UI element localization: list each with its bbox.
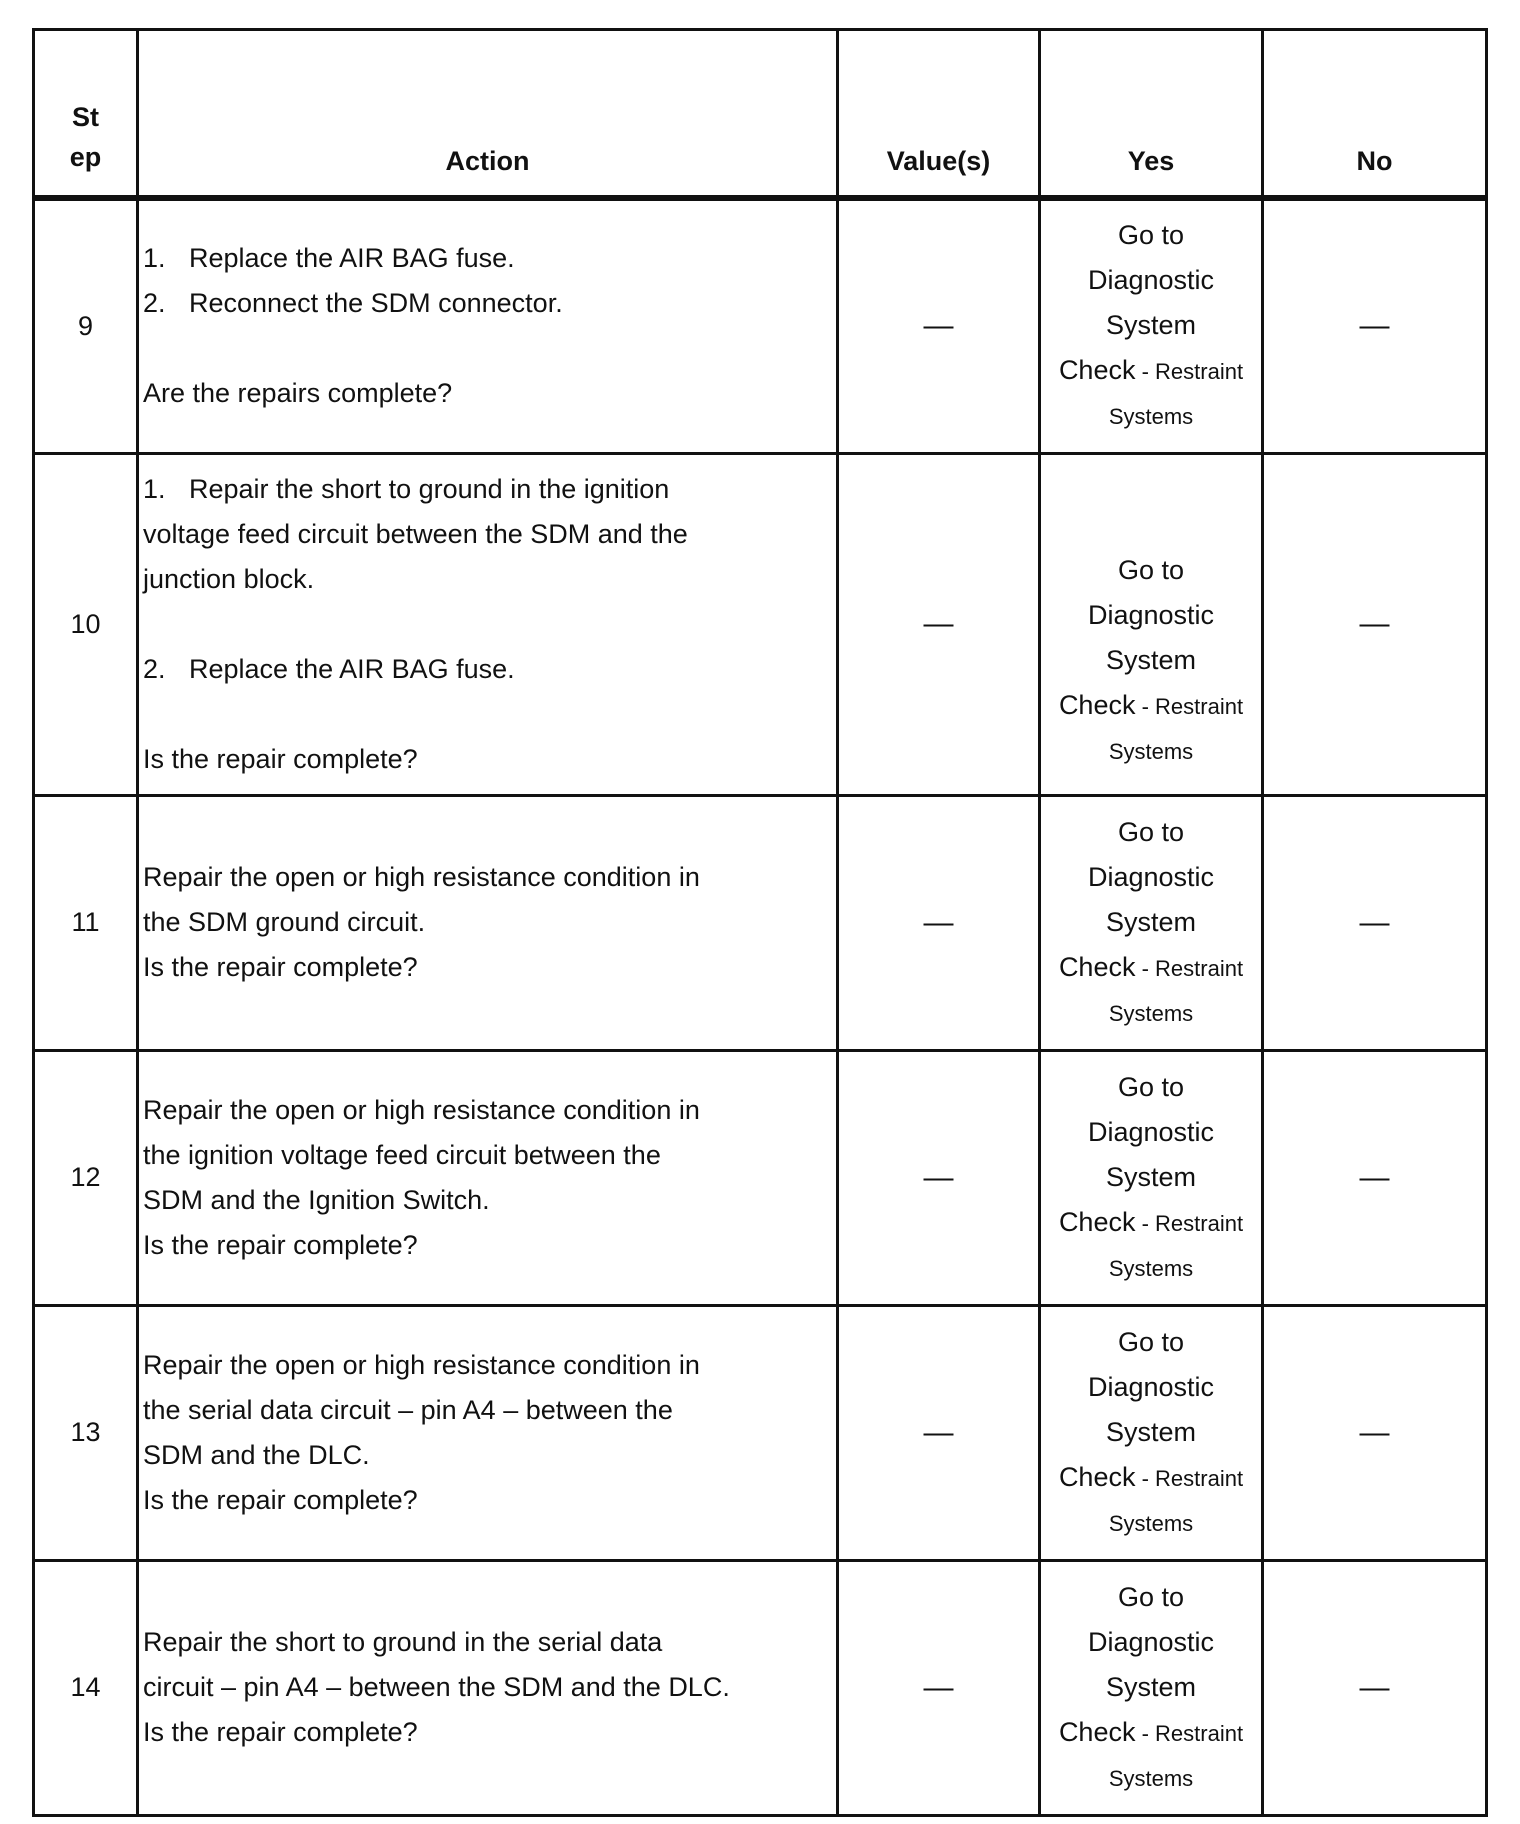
header-step: St ep — [34, 30, 138, 199]
value-cell: — — [838, 198, 1040, 453]
question-text: Is the repair complete? — [143, 1717, 418, 1747]
diagnostic-table — [32, 28, 1488, 1817]
question-text: Is the repair complete? — [143, 743, 418, 774]
no-cell: — — [1263, 795, 1487, 1050]
no-cell: — — [1263, 198, 1487, 453]
step-number: 9 — [34, 198, 138, 453]
table-row — [34, 795, 1487, 1050]
value-cell: — — [838, 1560, 1040, 1815]
yes-cell: Go to Diagnostic System Check - Restraint Systems — [1040, 1050, 1263, 1305]
yes-cell: Go to Diagnostic System Check - Restraint Systems — [1040, 795, 1263, 1050]
step-number: 10 — [34, 453, 138, 795]
no-cell: — — [1263, 1560, 1487, 1815]
question-text: Is the repair complete? — [143, 1229, 418, 1260]
value-cell: — — [838, 795, 1040, 1050]
action-cell: Repair the open or high resistance condition in the serial data circuit – pin A4 – between the SDM and the DLC. Is the repair complete? — [138, 1305, 838, 1560]
list-item: 2. Replace the AIR BAG fuse. — [143, 653, 515, 684]
yes-cell: Go to Diagnostic System Check - Restraint Systems — [1040, 198, 1263, 453]
header-action: Action — [138, 30, 838, 199]
table-row — [34, 1050, 1487, 1305]
list-item: 1. Repair the short to ground in the ignition — [143, 473, 670, 504]
table-row — [34, 453, 1487, 795]
step-number: 11 — [34, 795, 138, 1050]
no-cell: — — [1263, 453, 1487, 795]
yes-cell: Go to Diagnostic System Check - Restraint Systems — [1040, 1560, 1263, 1815]
value-cell: — — [838, 1305, 1040, 1560]
action-cell — [138, 198, 838, 453]
list-item: 2. Reconnect the SDM connector. — [143, 288, 563, 319]
action-cell: 1. Repair the short to ground in the ignition voltage feed circuit between the SDM and the junction block. 2. Replace the AIR BAG fuse. Is the repair complete? — [138, 453, 838, 795]
yes-cell: Go to Diagnostic System Check - Restraint Systems — [1040, 1305, 1263, 1560]
header-row — [34, 30, 1487, 199]
question-text: Is the repair complete? — [143, 952, 418, 982]
step-number: 13 — [34, 1305, 138, 1560]
question-text: Are the repairs complete? — [143, 378, 453, 409]
step-number: 12 — [34, 1050, 138, 1305]
action-cell: Repair the open or high resistance condition in the SDM ground circuit. Is the repair complete? — [138, 795, 838, 1050]
table-row — [34, 1560, 1487, 1815]
value-cell: — — [838, 453, 1040, 795]
action-cell: Repair the short to ground in the serial data circuit – pin A4 – between the SDM and the DLC. Is the repair complete? — [138, 1560, 838, 1815]
yes-cell: Go to Diagnostic System Check - Restraint Systems — [1040, 453, 1263, 795]
step-number: 14 — [34, 1560, 138, 1815]
header-values: Value(s) — [838, 30, 1040, 199]
table-row — [34, 1305, 1487, 1560]
header-yes: Yes — [1040, 30, 1263, 199]
no-cell: — — [1263, 1305, 1487, 1560]
list-item: 1. Replace the AIR BAG fuse. — [143, 243, 515, 274]
table-row — [34, 198, 1487, 453]
header-no: No — [1263, 30, 1487, 199]
question-text: Is the repair complete? — [143, 1484, 418, 1515]
value-cell: — — [838, 1050, 1040, 1305]
action-cell: Repair the open or high resistance condition in the ignition voltage feed circuit between the SDM and the Ignition Switch. Is the repair complete? — [138, 1050, 838, 1305]
no-cell: — — [1263, 1050, 1487, 1305]
